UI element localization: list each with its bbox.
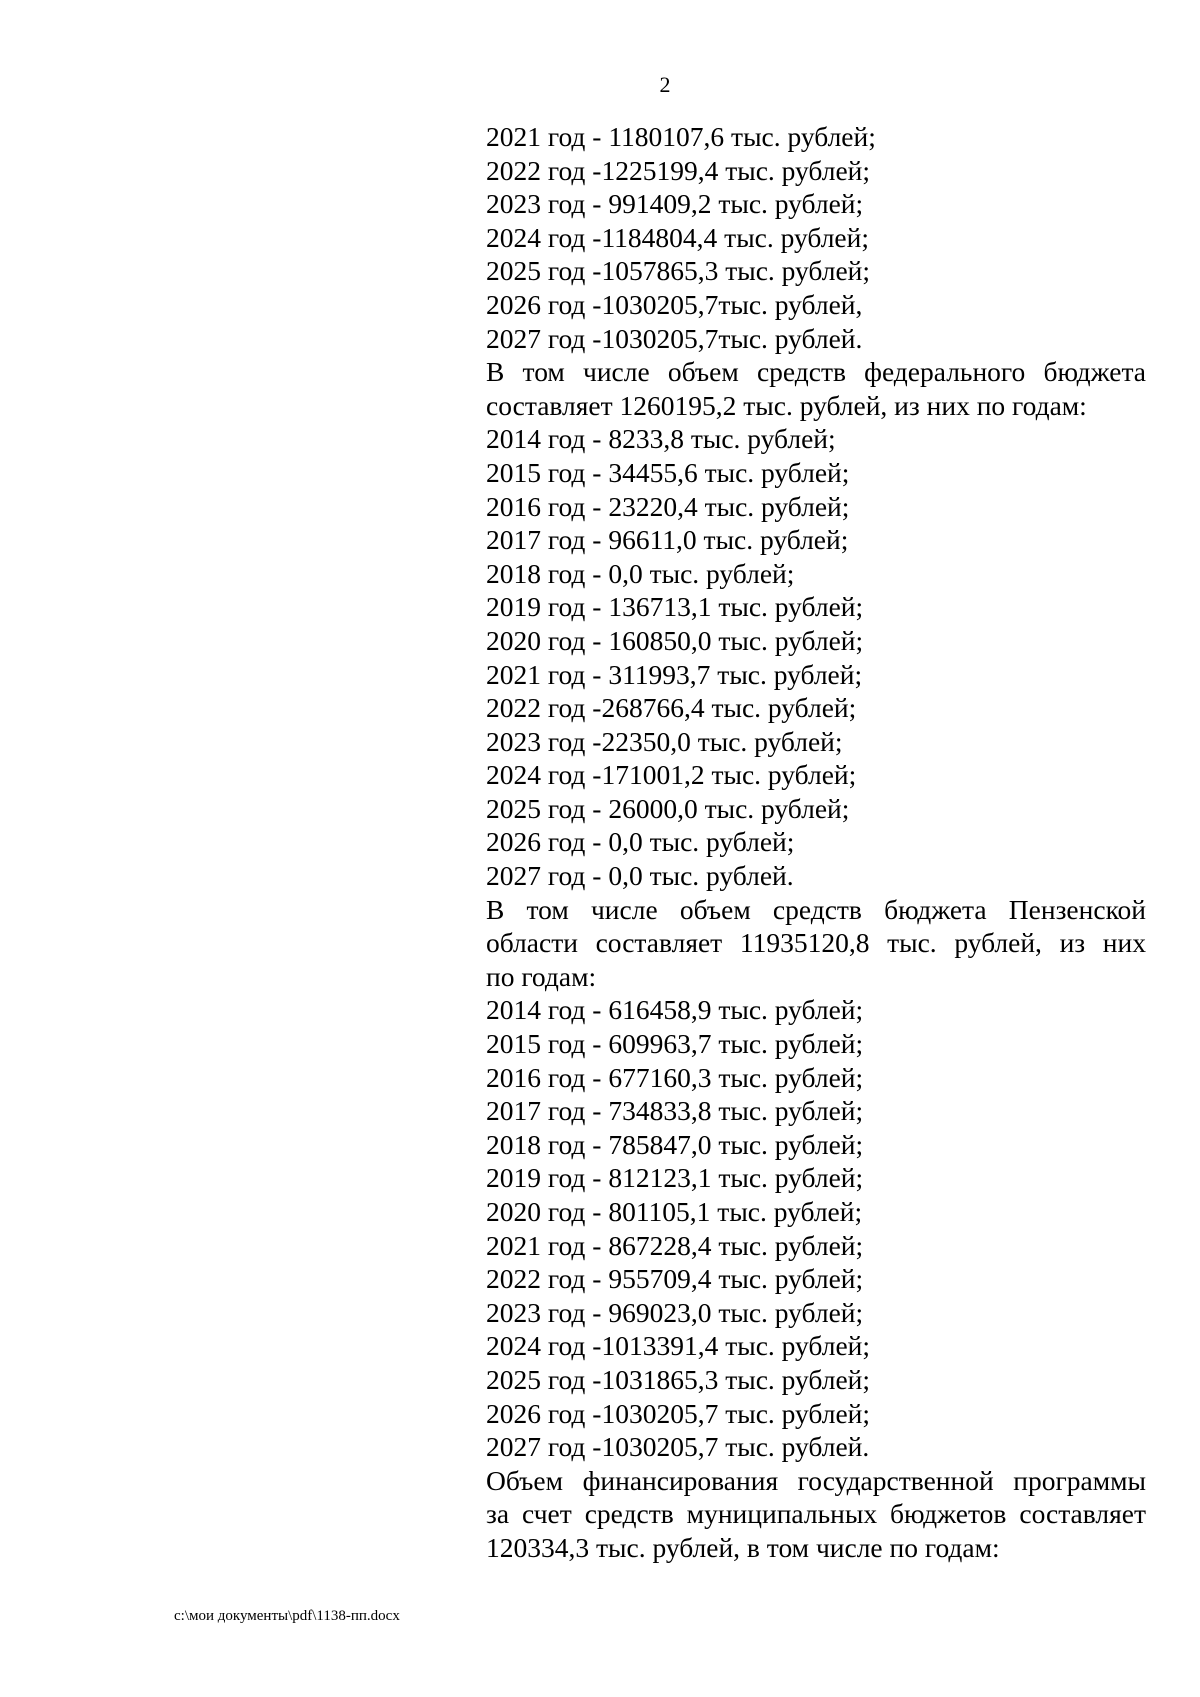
year-line: 2019 год - 812123,1 тыс. рублей;	[486, 1162, 864, 1194]
year-line: 2023 год - 991409,2 тыс. рублей;	[486, 188, 864, 220]
year-line: 2025 год -1031865,3 тыс. рублей;	[486, 1363, 871, 1395]
year-line: 2023 год - 969023,0 тыс. рублей;	[486, 1296, 864, 1328]
municipal-intro-line: Объем финансирования государственной программы	[486, 1464, 1146, 1496]
regional-intro-line: области составляет 11935120,8 тыс. рублей, из них	[486, 927, 1146, 959]
municipal-intro-line: за счет средств муниципальных бюджетов составляет	[486, 1498, 1146, 1530]
year-line: 2021 год - 311993,7 тыс. рублей;	[486, 658, 863, 690]
year-line: 2022 год -268766,4 тыс. рублей;	[486, 692, 857, 724]
year-line: 2026 год -1030205,7тыс. рублей,	[486, 288, 863, 320]
regional-intro-line: В том числе объем средств бюджета Пензенской	[486, 893, 1146, 925]
regional-intro-line: по годам:	[486, 960, 597, 992]
year-line: 2024 год -171001,2 тыс. рублей;	[486, 759, 857, 791]
year-line: 2026 год -1030205,7 тыс. рублей;	[486, 1397, 871, 1429]
federal-intro-line: В том числе объем средств федерального бюджета	[486, 356, 1146, 388]
federal-intro-line: составляет 1260195,2 тыс. рублей, из них по годам:	[486, 389, 1087, 421]
year-line: 2023 год -22350,0 тыс. рублей;	[486, 725, 843, 757]
year-line: 2017 год - 734833,8 тыс. рублей;	[486, 1095, 864, 1127]
year-line: 2014 год - 8233,8 тыс. рублей;	[486, 423, 836, 455]
regional-intro-paragraph	[486, 893, 1146, 994]
year-line: 2020 год - 801105,1 тыс. рублей;	[486, 1196, 863, 1227]
municipal-intro-paragraph	[486, 1464, 1146, 1565]
year-line: 2016 год - 677160,3 тыс. рублей;	[486, 1061, 864, 1093]
year-line: 2018 год - 0,0 тыс. рублей;	[486, 557, 795, 589]
year-line: 2025 год -1057865,3 тыс. рублей;	[486, 255, 871, 287]
footer-file-path: c:\мои документы\pdf\1138-пп.docx	[174, 1608, 400, 1624]
page-number: 2	[659, 72, 671, 97]
year-line: 2024 год -1013391,4 тыс. рублей;	[486, 1330, 871, 1362]
year-line: 2020 год - 160850,0 тыс. рублей;	[486, 624, 864, 656]
year-line: 2022 год -1225199,4 тыс. рублей;	[486, 154, 871, 186]
federal-years-list	[486, 422, 1146, 892]
year-line: 2025 год - 26000,0 тыс. рублей;	[486, 792, 850, 824]
year-line: 2027 год - 0,0 тыс. рублей.	[486, 860, 794, 892]
municipal-intro-line: 120334,3 тыс. рублей, в том числе по годам:	[486, 1531, 1000, 1563]
year-line: 2018 год - 785847,0 тыс. рублей;	[486, 1128, 864, 1160]
year-line: 2017 год - 96611,0 тыс. рублей;	[486, 524, 849, 556]
year-line: 2027 год -1030205,7 тыс. рублей.	[486, 1431, 870, 1463]
year-line: 2022 год - 955709,4 тыс. рублей;	[486, 1263, 864, 1295]
year-line: 2021 год - 1180107,6 тыс. рублей;	[486, 121, 876, 152]
year-line: 2015 год - 609963,7 тыс. рублей;	[486, 1028, 864, 1060]
year-line: 2016 год - 23220,4 тыс. рублей;	[486, 490, 850, 522]
year-line: 2027 год -1030205,7тыс. рублей.	[486, 322, 863, 354]
year-line: 2026 год - 0,0 тыс. рублей;	[486, 826, 795, 858]
year-line: 2015 год - 34455,6 тыс. рублей;	[486, 456, 850, 488]
federal-intro-paragraph	[486, 355, 1146, 422]
year-line: 2024 год -1184804,4 тыс. рублей;	[486, 221, 869, 253]
document-body	[486, 120, 1146, 1565]
year-line: 2021 год - 867228,4 тыс. рублей;	[486, 1229, 864, 1261]
regional-years-list	[486, 993, 1146, 1463]
year-line: 2019 год - 136713,1 тыс. рублей;	[486, 591, 864, 623]
total-years-list	[486, 120, 1146, 355]
year-line: 2014 год - 616458,9 тыс. рублей;	[486, 994, 864, 1026]
